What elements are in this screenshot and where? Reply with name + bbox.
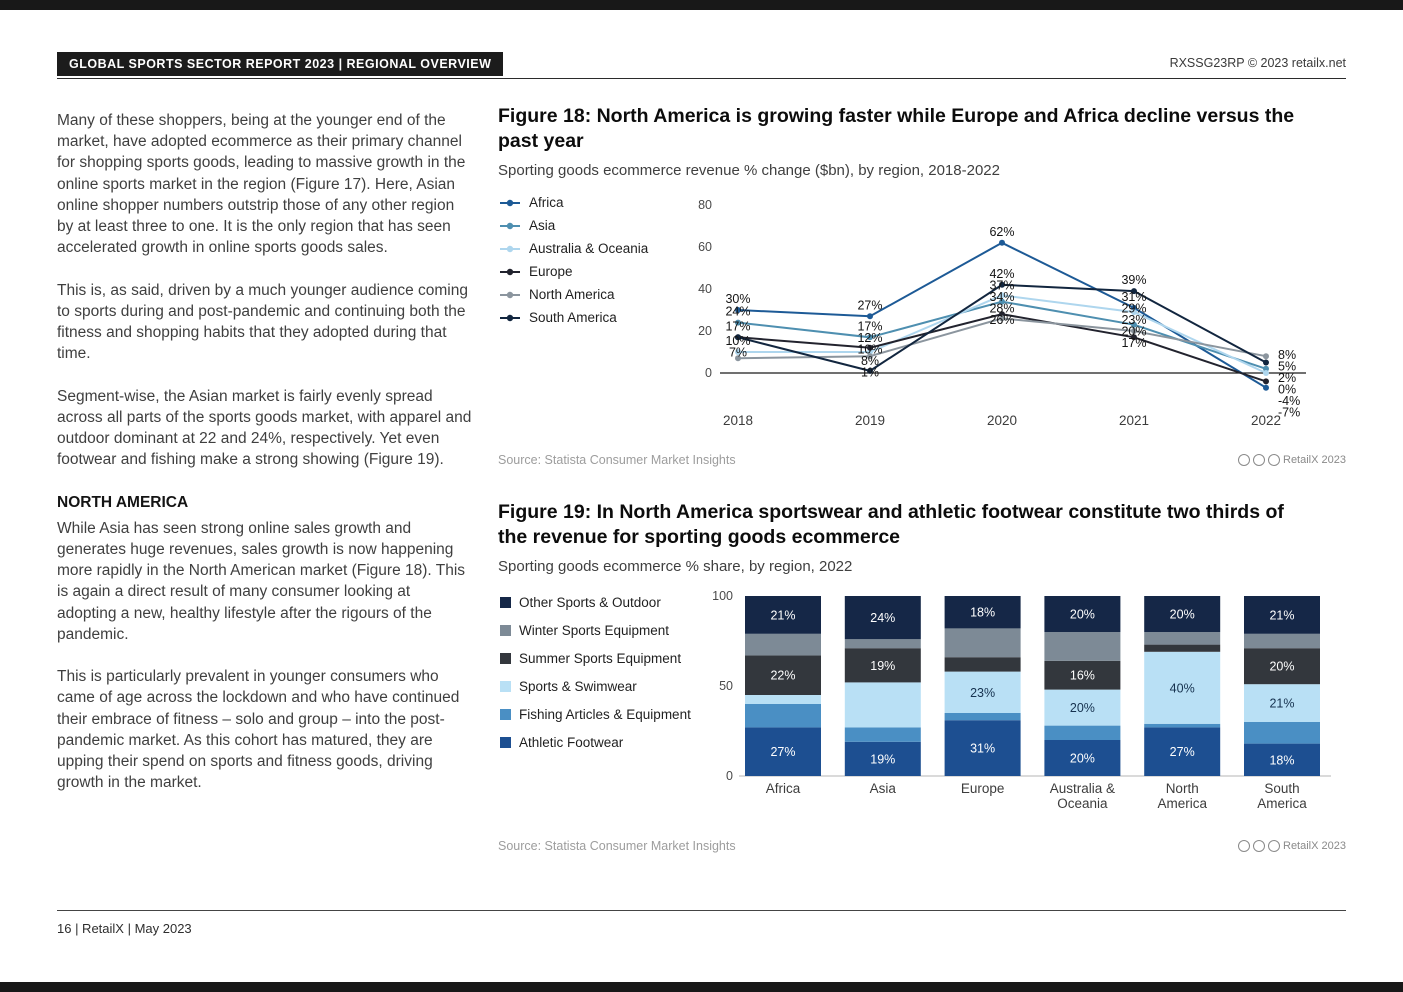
svg-text:17%: 17% bbox=[725, 318, 751, 333]
legend-label: South America bbox=[529, 310, 617, 326]
svg-text:South: South bbox=[1264, 780, 1300, 796]
figure-19-source: Source: Statista Consumer Market Insights bbox=[498, 838, 736, 853]
figure-18-line-chart bbox=[658, 185, 1358, 440]
legend-swatch bbox=[500, 653, 511, 664]
legend-item-africa bbox=[500, 195, 648, 211]
bottom-border-bar bbox=[0, 982, 1403, 992]
svg-text:17%: 17% bbox=[1121, 335, 1147, 350]
legend-item-fishing-articles-equipment bbox=[500, 707, 691, 722]
legend-line-marker-icon bbox=[500, 290, 520, 300]
svg-text:19%: 19% bbox=[870, 658, 896, 673]
svg-text:50: 50 bbox=[719, 678, 733, 693]
legend-item-europe bbox=[500, 264, 648, 280]
bar-segment-fishing-articles-equipment bbox=[945, 713, 1021, 720]
legend-item-asia bbox=[500, 218, 648, 234]
svg-text:2022: 2022 bbox=[1250, 412, 1282, 428]
bar-segment-winter-sports-equipment bbox=[1044, 632, 1120, 661]
svg-text:23%: 23% bbox=[1121, 312, 1147, 327]
svg-text:8%: 8% bbox=[860, 353, 880, 368]
svg-text:29%: 29% bbox=[1121, 301, 1147, 316]
bar-segment-fishing-articles-equipment bbox=[1244, 722, 1320, 744]
cc-license-icon bbox=[1268, 840, 1280, 852]
figure-19-credit bbox=[1238, 840, 1346, 852]
figure-18-legend bbox=[500, 195, 648, 333]
legend-label: Winter Sports Equipment bbox=[519, 622, 670, 638]
legend-swatch bbox=[500, 737, 511, 748]
legend-item-south-america bbox=[500, 310, 648, 326]
svg-text:34%: 34% bbox=[989, 289, 1015, 304]
svg-text:0: 0 bbox=[726, 768, 733, 783]
legend-item-other-sports-outdoor bbox=[500, 595, 691, 610]
svg-text:1%: 1% bbox=[860, 364, 880, 379]
figure-19-subtitle: Sporting goods ecommerce % share, by region, 2022 bbox=[498, 557, 853, 575]
svg-text:2019: 2019 bbox=[854, 412, 886, 428]
svg-text:0: 0 bbox=[705, 365, 712, 380]
figure-19-legend bbox=[500, 595, 691, 763]
cc-license-icon bbox=[1238, 840, 1250, 852]
footer-divider bbox=[57, 910, 1346, 911]
figure-18-source: Source: Statista Consumer Market Insights bbox=[498, 452, 736, 467]
legend-item-australia-oceania bbox=[500, 241, 648, 257]
svg-text:20%: 20% bbox=[1269, 659, 1295, 674]
svg-text:5%: 5% bbox=[1278, 359, 1297, 374]
legend-swatch bbox=[500, 625, 511, 636]
bar-segment-summer-sports-equipment bbox=[1144, 644, 1220, 651]
bar-segment-fishing-articles-equipment bbox=[845, 727, 921, 741]
header-divider bbox=[57, 78, 1346, 79]
legend-item-north-america bbox=[500, 287, 648, 303]
figure-19 bbox=[498, 500, 1368, 853]
figure-19-title: Figure 19: In North America sportswear and athletic footwear constitute two thirds of the revenue for sporting goods ecommerce bbox=[498, 501, 1284, 549]
svg-text:31%: 31% bbox=[970, 741, 996, 756]
svg-text:18%: 18% bbox=[1269, 752, 1295, 767]
svg-text:24%: 24% bbox=[870, 610, 896, 625]
legend-label: Sports & Swimwear bbox=[519, 678, 637, 694]
svg-text:0%: 0% bbox=[1278, 382, 1297, 397]
svg-text:10%: 10% bbox=[725, 333, 751, 348]
bar-segment-winter-sports-equipment bbox=[945, 628, 1021, 657]
svg-text:24%: 24% bbox=[725, 304, 751, 319]
legend-line-marker-icon bbox=[500, 267, 520, 277]
svg-text:16%: 16% bbox=[1069, 668, 1095, 683]
paragraph: This is particularly prevalent in younger consumers who came of age across the lockdown and who have continued their embrace of fitness – solo and group – into the post-pandemic market. As this cohort has matured, they are upping their spend on sports and fitness goods, driving growth in the market. bbox=[57, 668, 460, 792]
svg-text:21%: 21% bbox=[770, 608, 796, 623]
bar-segment-fishing-articles-equipment bbox=[745, 704, 821, 727]
legend-label: Summer Sports Equipment bbox=[519, 650, 682, 666]
svg-text:17%: 17% bbox=[857, 318, 883, 333]
svg-text:20: 20 bbox=[698, 323, 712, 338]
svg-text:America: America bbox=[1157, 795, 1207, 811]
section-heading-north-america: NORTH AMERICA bbox=[57, 493, 189, 511]
svg-text:North: North bbox=[1165, 780, 1199, 796]
legend-item-summer-sports-equipment bbox=[500, 651, 691, 666]
svg-text:20%: 20% bbox=[1121, 324, 1147, 339]
bar-segment-fishing-articles-equipment bbox=[1044, 725, 1120, 739]
svg-text:23%: 23% bbox=[970, 685, 996, 700]
svg-text:21%: 21% bbox=[1269, 608, 1295, 623]
svg-text:40: 40 bbox=[698, 281, 712, 296]
legend-label: Athletic Footwear bbox=[519, 734, 624, 750]
legend-label: Africa bbox=[529, 195, 564, 211]
svg-text:America: America bbox=[1257, 795, 1307, 811]
figure-19-bar-chart bbox=[683, 581, 1338, 816]
svg-text:28%: 28% bbox=[989, 300, 1015, 315]
legend-label: Australia & Oceania bbox=[529, 241, 649, 257]
page-number: 16 | RetailX | May 2023 bbox=[57, 921, 192, 936]
svg-text:8%: 8% bbox=[1278, 347, 1297, 362]
legend-label: Asia bbox=[529, 218, 556, 234]
svg-text:7%: 7% bbox=[728, 345, 748, 360]
credit-label: RetailX 2023 bbox=[1283, 453, 1346, 466]
figure-18-subtitle: Sporting goods ecommerce revenue % change ($bn), by region, 2018-2022 bbox=[498, 161, 1000, 179]
svg-text:Africa: Africa bbox=[765, 780, 801, 796]
svg-text:80: 80 bbox=[698, 197, 712, 212]
svg-text:21%: 21% bbox=[1269, 696, 1295, 711]
legend-item-sports-swimwear bbox=[500, 679, 691, 694]
bar-segment-fishing-articles-equipment bbox=[1144, 723, 1220, 727]
bar-segment-winter-sports-equipment bbox=[745, 633, 821, 655]
legend-label: Other Sports & Outdoor bbox=[519, 594, 661, 610]
figure-18-credit bbox=[1238, 454, 1346, 466]
svg-text:31%: 31% bbox=[1121, 289, 1147, 304]
legend-item-winter-sports-equipment bbox=[500, 623, 691, 638]
legend-label: Europe bbox=[529, 264, 573, 280]
bar-segment-winter-sports-equipment bbox=[1244, 633, 1320, 647]
svg-text:20%: 20% bbox=[1069, 700, 1095, 715]
svg-text:60: 60 bbox=[698, 239, 712, 254]
svg-text:100: 100 bbox=[712, 588, 733, 603]
svg-text:2020: 2020 bbox=[986, 412, 1018, 428]
cc-license-icon bbox=[1253, 840, 1265, 852]
figure-19-chart-area bbox=[498, 581, 1368, 833]
svg-text:2018: 2018 bbox=[722, 412, 754, 428]
bar-segment-winter-sports-equipment bbox=[845, 639, 921, 648]
legend-line-marker-icon bbox=[500, 221, 520, 231]
legend-label: North America bbox=[529, 287, 615, 303]
svg-text:-7%: -7% bbox=[1278, 405, 1301, 420]
credit-label: RetailX 2023 bbox=[1283, 839, 1346, 852]
svg-text:26%: 26% bbox=[989, 312, 1015, 327]
bar-segment-winter-sports-equipment bbox=[1144, 632, 1220, 645]
svg-text:19%: 19% bbox=[870, 752, 896, 767]
svg-text:62%: 62% bbox=[989, 224, 1015, 239]
legend-line-marker-icon bbox=[500, 198, 520, 208]
svg-text:18%: 18% bbox=[970, 605, 996, 620]
article-column bbox=[57, 110, 473, 815]
svg-text:20%: 20% bbox=[1069, 607, 1095, 622]
svg-text:-4%: -4% bbox=[1278, 393, 1301, 408]
legend-swatch bbox=[500, 681, 511, 692]
legend-line-marker-icon bbox=[500, 313, 520, 323]
svg-text:30%: 30% bbox=[725, 291, 751, 306]
top-border-bar bbox=[0, 0, 1403, 10]
bar-segment-sports-swimwear bbox=[745, 695, 821, 704]
svg-text:42%: 42% bbox=[989, 266, 1015, 281]
legend-label: Fishing Articles & Equipment bbox=[519, 706, 691, 722]
svg-text:10%: 10% bbox=[857, 341, 883, 356]
svg-text:39%: 39% bbox=[1121, 272, 1147, 287]
svg-text:20%: 20% bbox=[1069, 751, 1095, 766]
report-banner: GLOBAL SPORTS SECTOR REPORT 2023 | REGIONAL OVERVIEW bbox=[57, 52, 503, 76]
report-reference: RXSSG23RP © 2023 retailx.net bbox=[1169, 56, 1346, 70]
svg-text:12%: 12% bbox=[857, 330, 883, 345]
svg-text:Australia &: Australia & bbox=[1049, 780, 1116, 796]
legend-swatch bbox=[500, 597, 511, 608]
legend-item-athletic-footwear bbox=[500, 735, 691, 750]
cc-license-icon bbox=[1238, 454, 1250, 466]
svg-text:40%: 40% bbox=[1169, 680, 1195, 695]
figure-18-chart-area bbox=[498, 185, 1368, 447]
svg-text:Oceania: Oceania bbox=[1057, 795, 1108, 811]
paragraph: Many of these shoppers, being at the younger end of the market, have adopted ecommerce as their primary channel for shopping sports goods, leading to massive growth in the online sports market in the region (Figure 17). Here, Asian online shopper numbers outstrip those of any other region by at least three to one. It is the only region that has seen accelerated growth in online sports goods sales. bbox=[57, 112, 466, 257]
svg-text:27%: 27% bbox=[770, 744, 796, 759]
paragraph: This is, as said, driven by a much younger audience coming to sports during and post-pandemic and continuing both the fitness and shopping habits that they adopted during that time. bbox=[57, 281, 468, 363]
figure-19-footer bbox=[498, 839, 1346, 853]
svg-text:27%: 27% bbox=[857, 297, 883, 312]
svg-text:2021: 2021 bbox=[1118, 412, 1150, 428]
svg-text:27%: 27% bbox=[1169, 744, 1195, 759]
figure-18-title: Figure 18: North America is growing faster while Europe and Africa decline versus the past year bbox=[498, 105, 1295, 153]
svg-text:37%: 37% bbox=[989, 277, 1015, 292]
legend-swatch bbox=[500, 709, 511, 720]
svg-text:Asia: Asia bbox=[869, 780, 896, 796]
bar-segment-sports-swimwear bbox=[845, 682, 921, 727]
svg-text:Europe: Europe bbox=[960, 780, 1005, 796]
svg-text:22%: 22% bbox=[770, 668, 796, 683]
paragraph: While Asia has seen strong online sales growth and generates huge revenues, sales growth is now happening more rapidly in the North American market (Figure 18). This is again a direct result of many consumer looking at adopting a new, healthy lifestyle after the rigours of the pandemic. bbox=[57, 519, 466, 643]
svg-text:2%: 2% bbox=[1278, 370, 1297, 385]
cc-license-icon bbox=[1268, 454, 1280, 466]
figure-18 bbox=[498, 104, 1368, 467]
svg-text:20%: 20% bbox=[1169, 607, 1195, 622]
figure-18-footer bbox=[498, 453, 1346, 467]
legend-line-marker-icon bbox=[500, 244, 520, 254]
cc-license-icon bbox=[1253, 454, 1265, 466]
bar-segment-summer-sports-equipment bbox=[945, 657, 1021, 671]
paragraph: Segment-wise, the Asian market is fairly evenly spread across all parts of the sports goods market, with apparel and outdoor dominant at 22 and 24%, respectively. Yet even footwear and fishing make a strong showing (Figure 19). bbox=[57, 387, 472, 469]
